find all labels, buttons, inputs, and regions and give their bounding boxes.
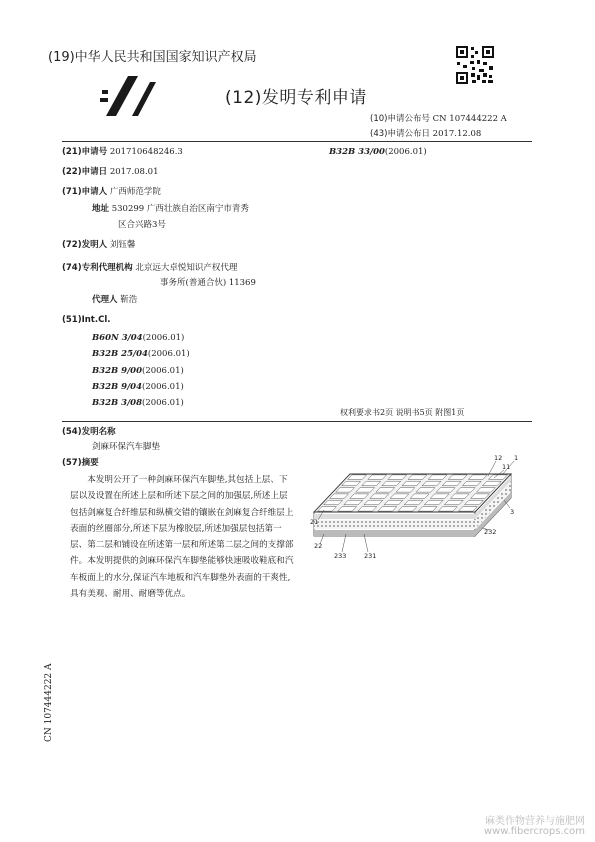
class-item: B60N 3/04(2006.01): [92, 333, 185, 343]
label-12: 12: [494, 454, 503, 462]
class-list: [92, 330, 190, 411]
top-layer-edge: [314, 514, 475, 519]
reinforce-layer-edge: [314, 520, 475, 529]
ipc-main: B32B 33/00(2006.01): [329, 147, 427, 157]
address: 地址 530299 广西壮族自治区南宁市青秀: [92, 204, 249, 214]
label-233: 233: [334, 552, 347, 560]
class-item: B32B 9/04(2006.01): [92, 381, 184, 392]
agent: 代理人 靳浩: [92, 295, 138, 305]
cnipa-logo-icon: [98, 72, 160, 120]
label-21: 21: [310, 518, 319, 526]
watermark-line1: 麻类作物营养与施肥网: [485, 816, 585, 827]
class-item: B32B 9/00(2006.01): [92, 365, 184, 376]
abstract-label: (57)摘要: [62, 458, 99, 468]
label-22: 22: [314, 542, 323, 550]
applicant: (71)申请人 广西师范学院: [62, 187, 161, 197]
publication-number: (10)申请公布号 CN 107444222 A: [370, 114, 507, 124]
label-11: 11: [502, 463, 511, 471]
intcl-label: (51)Int.Cl.: [62, 315, 111, 325]
watermark-line2: www.fibercrops.com: [483, 826, 585, 837]
abstract-text: 本发明公开了一种剑麻环保汽车脚垫,其包括上层、下层以及设置在所述上层和所述下层之间的加强层,所述上层包括剑麻复合纤维层和纵横交错的镶嵌在剑麻复合纤维层上表面的丝圈部分,所述下层为橡胶层,所述加强层包括第一层、第二层和铺设在所述第一层和所述第二层之间的支撑部件。本发明提供的剑麻环保汽车脚垫能够快速吸收鞋底和汽车板面上的水分,保证汽车地板和汽车脚垫外表面的干爽性,具有美观、耐用、耐磨等优点。: [70, 475, 294, 600]
agency-line2: 事务所(普通合伙) 11369: [160, 278, 256, 288]
address-line2: 区合兴路3号: [118, 220, 166, 230]
publication-date: (43)申请公布日 2017.12.08: [370, 129, 482, 139]
class-item: B32B 3/08(2006.01): [92, 398, 184, 409]
inventor: (72)发明人 刘钰馨: [62, 240, 136, 250]
header-rule: [62, 141, 532, 142]
section-rule: [62, 421, 532, 422]
page-counts: 权利要求书2页 说明书5页 附图1页: [340, 408, 465, 417]
car-mat-figure: [300, 448, 535, 570]
agency: (74)专利代理机构 北京远大卓悦知识产权代理: [62, 263, 238, 273]
label-3: 3: [510, 508, 515, 516]
label-232: 232: [484, 528, 497, 536]
label-1: 1: [514, 454, 519, 462]
filing-date: (22)申请日 2017.08.01: [62, 167, 159, 177]
title-label: (54)发明名称: [62, 427, 116, 437]
class-item: B32B 25/04(2006.01): [92, 349, 190, 360]
rubber-layer-edge: [314, 530, 475, 536]
qr-code-icon: [455, 45, 495, 85]
label-231: 231: [364, 552, 377, 560]
side-publication-code: CN 107444222 A: [44, 663, 54, 742]
invention-title: 剑麻环保汽车脚垫: [92, 442, 161, 452]
office-name: (19)中华人民共和国国家知识产权局: [48, 50, 257, 65]
document-type: (12)发明专利申请: [225, 88, 367, 108]
application-number: (21)申请号 201710648246.3: [62, 147, 183, 157]
